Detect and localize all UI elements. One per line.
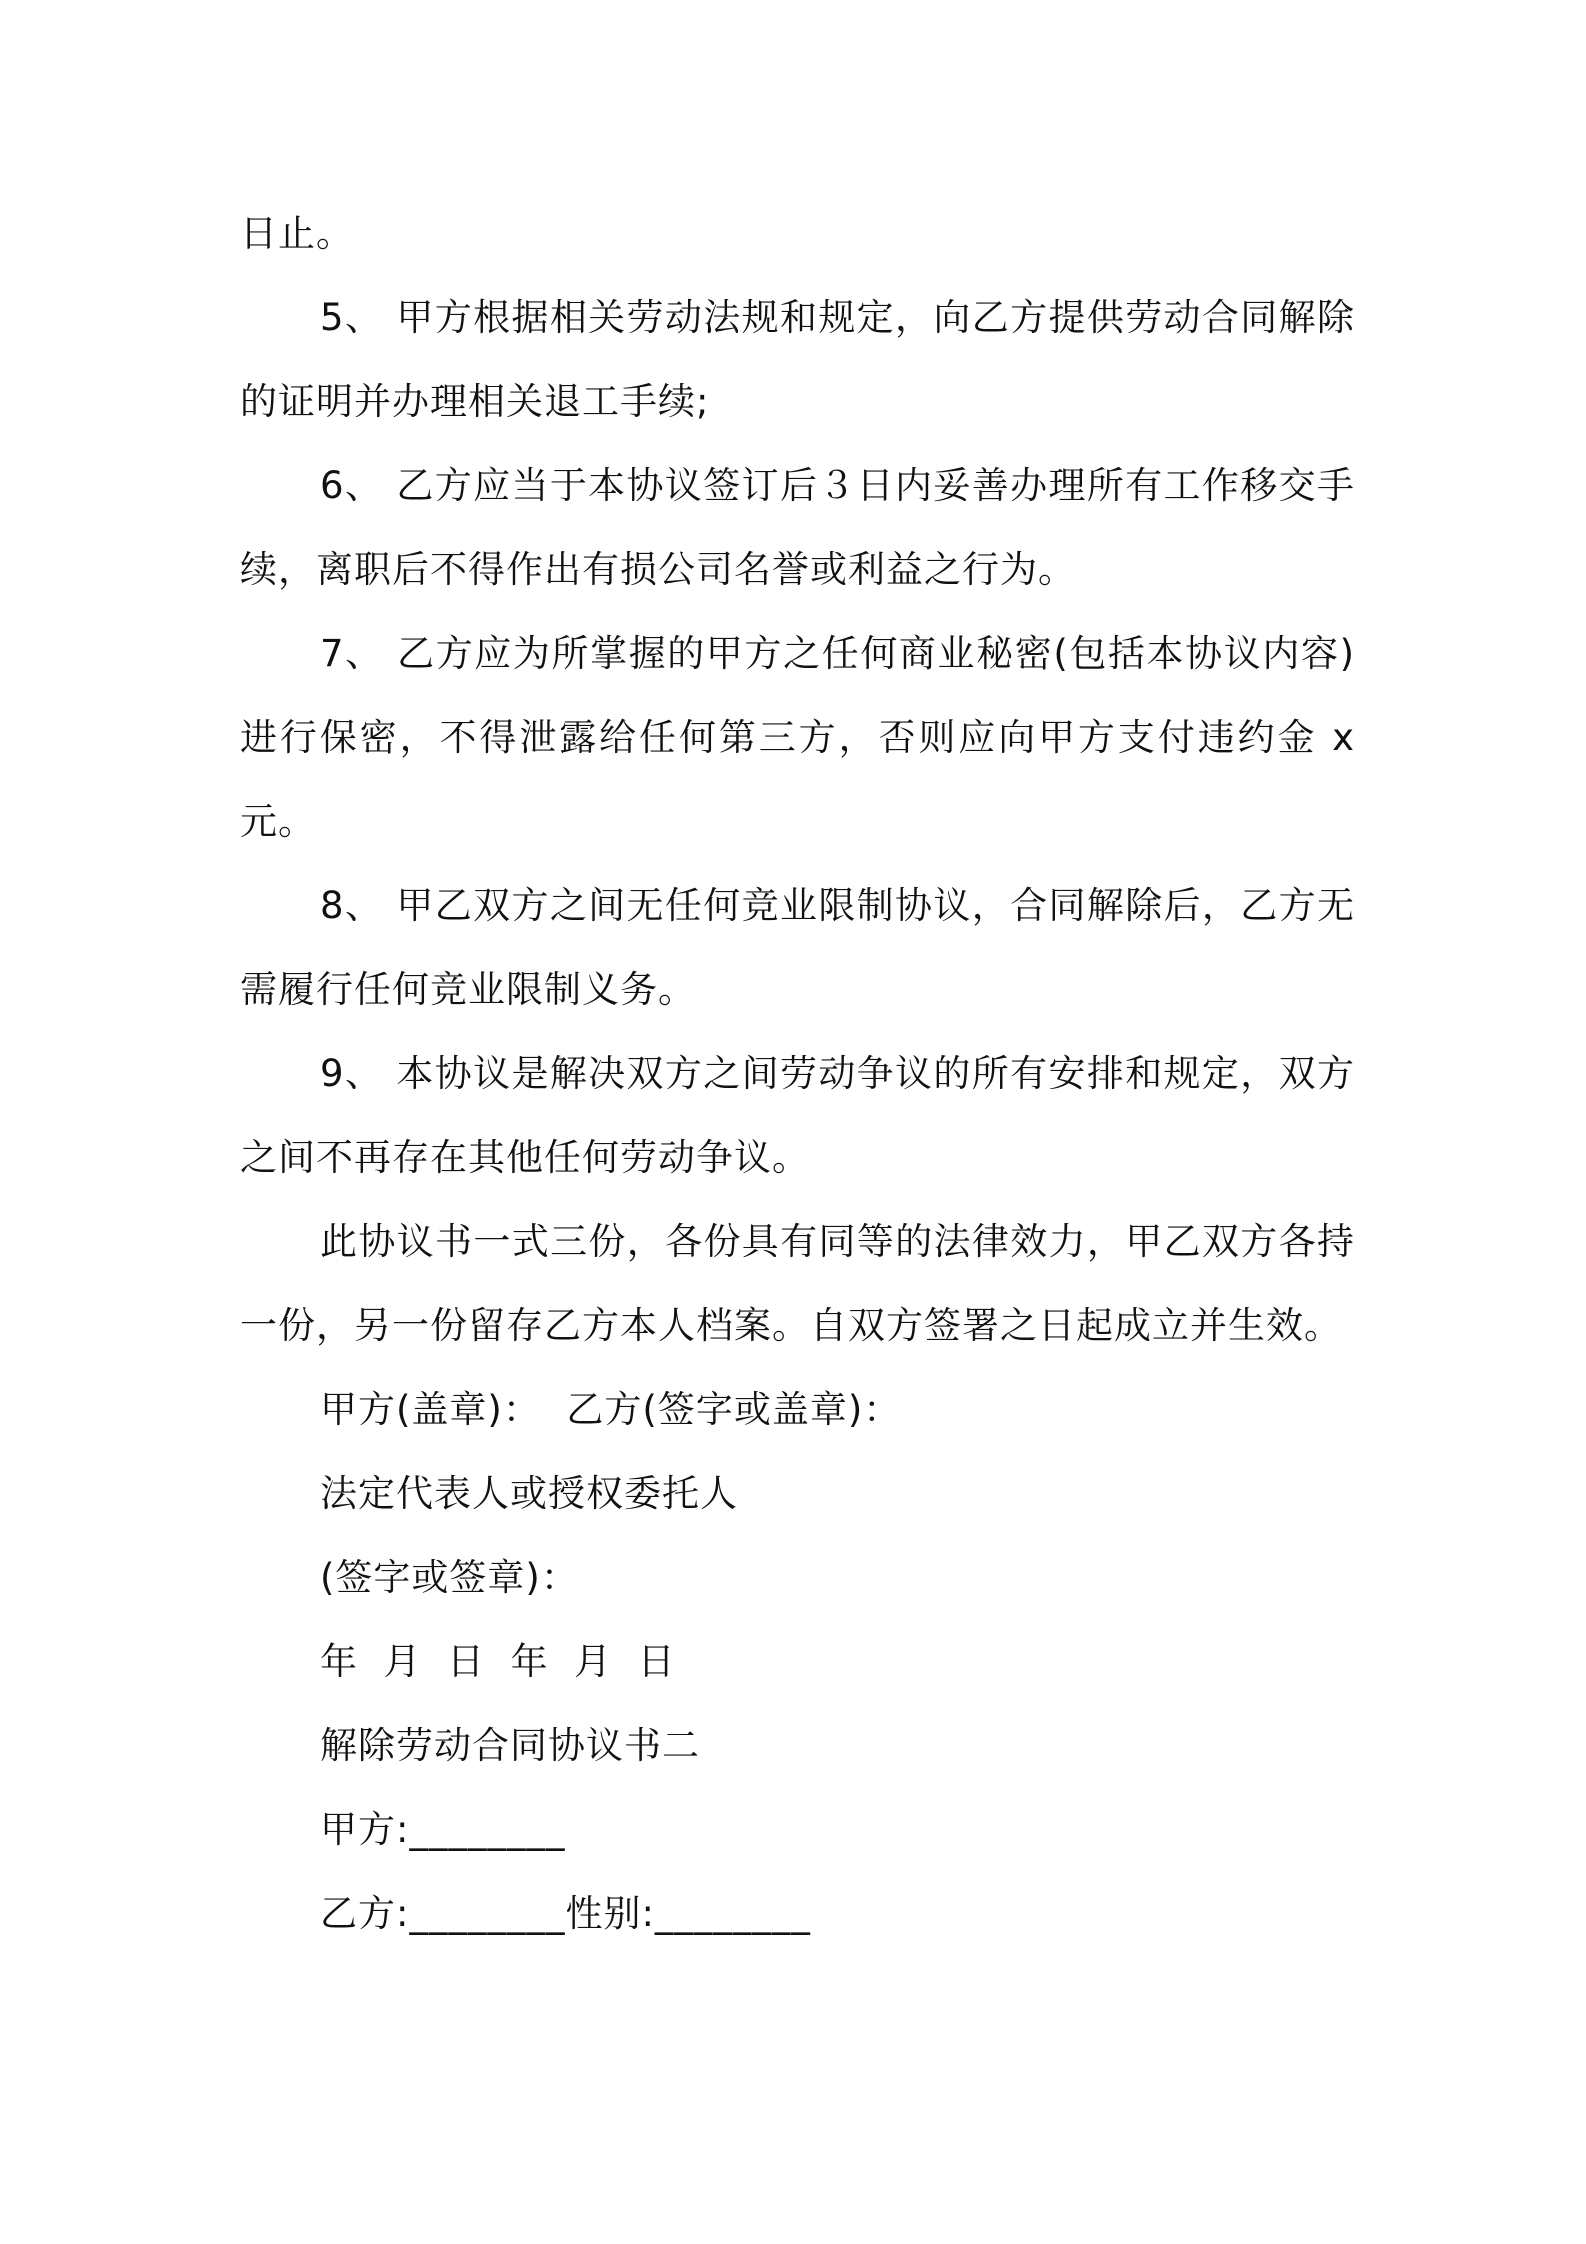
date-line: 年 月 日 年 月 日 xyxy=(320,1640,676,1683)
clause-7: 7、 乙方应为所掌握的甲方之任何商业秘密(包括本协议内容)进行保密，不得泄露给任何第三方，否则应向甲方支付违约金 x 元。 xyxy=(240,632,1355,843)
copies-clause: 此协议书一式三份，各份具有同等的法律效力，甲乙双方各持一份，另一份留存乙方本人档案。自双方签署之日起成立并生效。 xyxy=(240,1220,1355,1347)
clause-5: 5、 甲方根据相关劳动法规和规定，向乙方提供劳动合同解除的证明并办理相关退工手续; xyxy=(240,296,1355,423)
clause-9: 9、 本协议是解决双方之间劳动争议的所有安排和规定，双方之间不再存在其他任何劳动争议。 xyxy=(240,1052,1355,1179)
second-agreement-title: 解除劳动合同协议书二 xyxy=(320,1724,700,1767)
clause-8: 8、 甲乙双方之间无任何竞业限制协议，合同解除后，乙方无需履行任何竞业限制义务。 xyxy=(240,884,1355,1011)
paragraph-continuation: 日止。 xyxy=(240,212,354,255)
party-b-field: 乙方:________性别:________ xyxy=(320,1892,811,1935)
legal-representative-line: 法定代表人或授权委托人 xyxy=(320,1472,738,1515)
signature-parties-line: 甲方(盖章)： 乙方(签字或盖章)： xyxy=(320,1388,902,1431)
document-body xyxy=(240,192,1355,1956)
clause-6: 6、 乙方应当于本协议签订后３日内妥善办理所有工作移交手续，离职后不得作出有损公司名誉或利益之行为。 xyxy=(240,464,1355,591)
party-a-field: 甲方:________ xyxy=(320,1808,566,1851)
signature-line: (签字或签章)： xyxy=(320,1556,579,1599)
